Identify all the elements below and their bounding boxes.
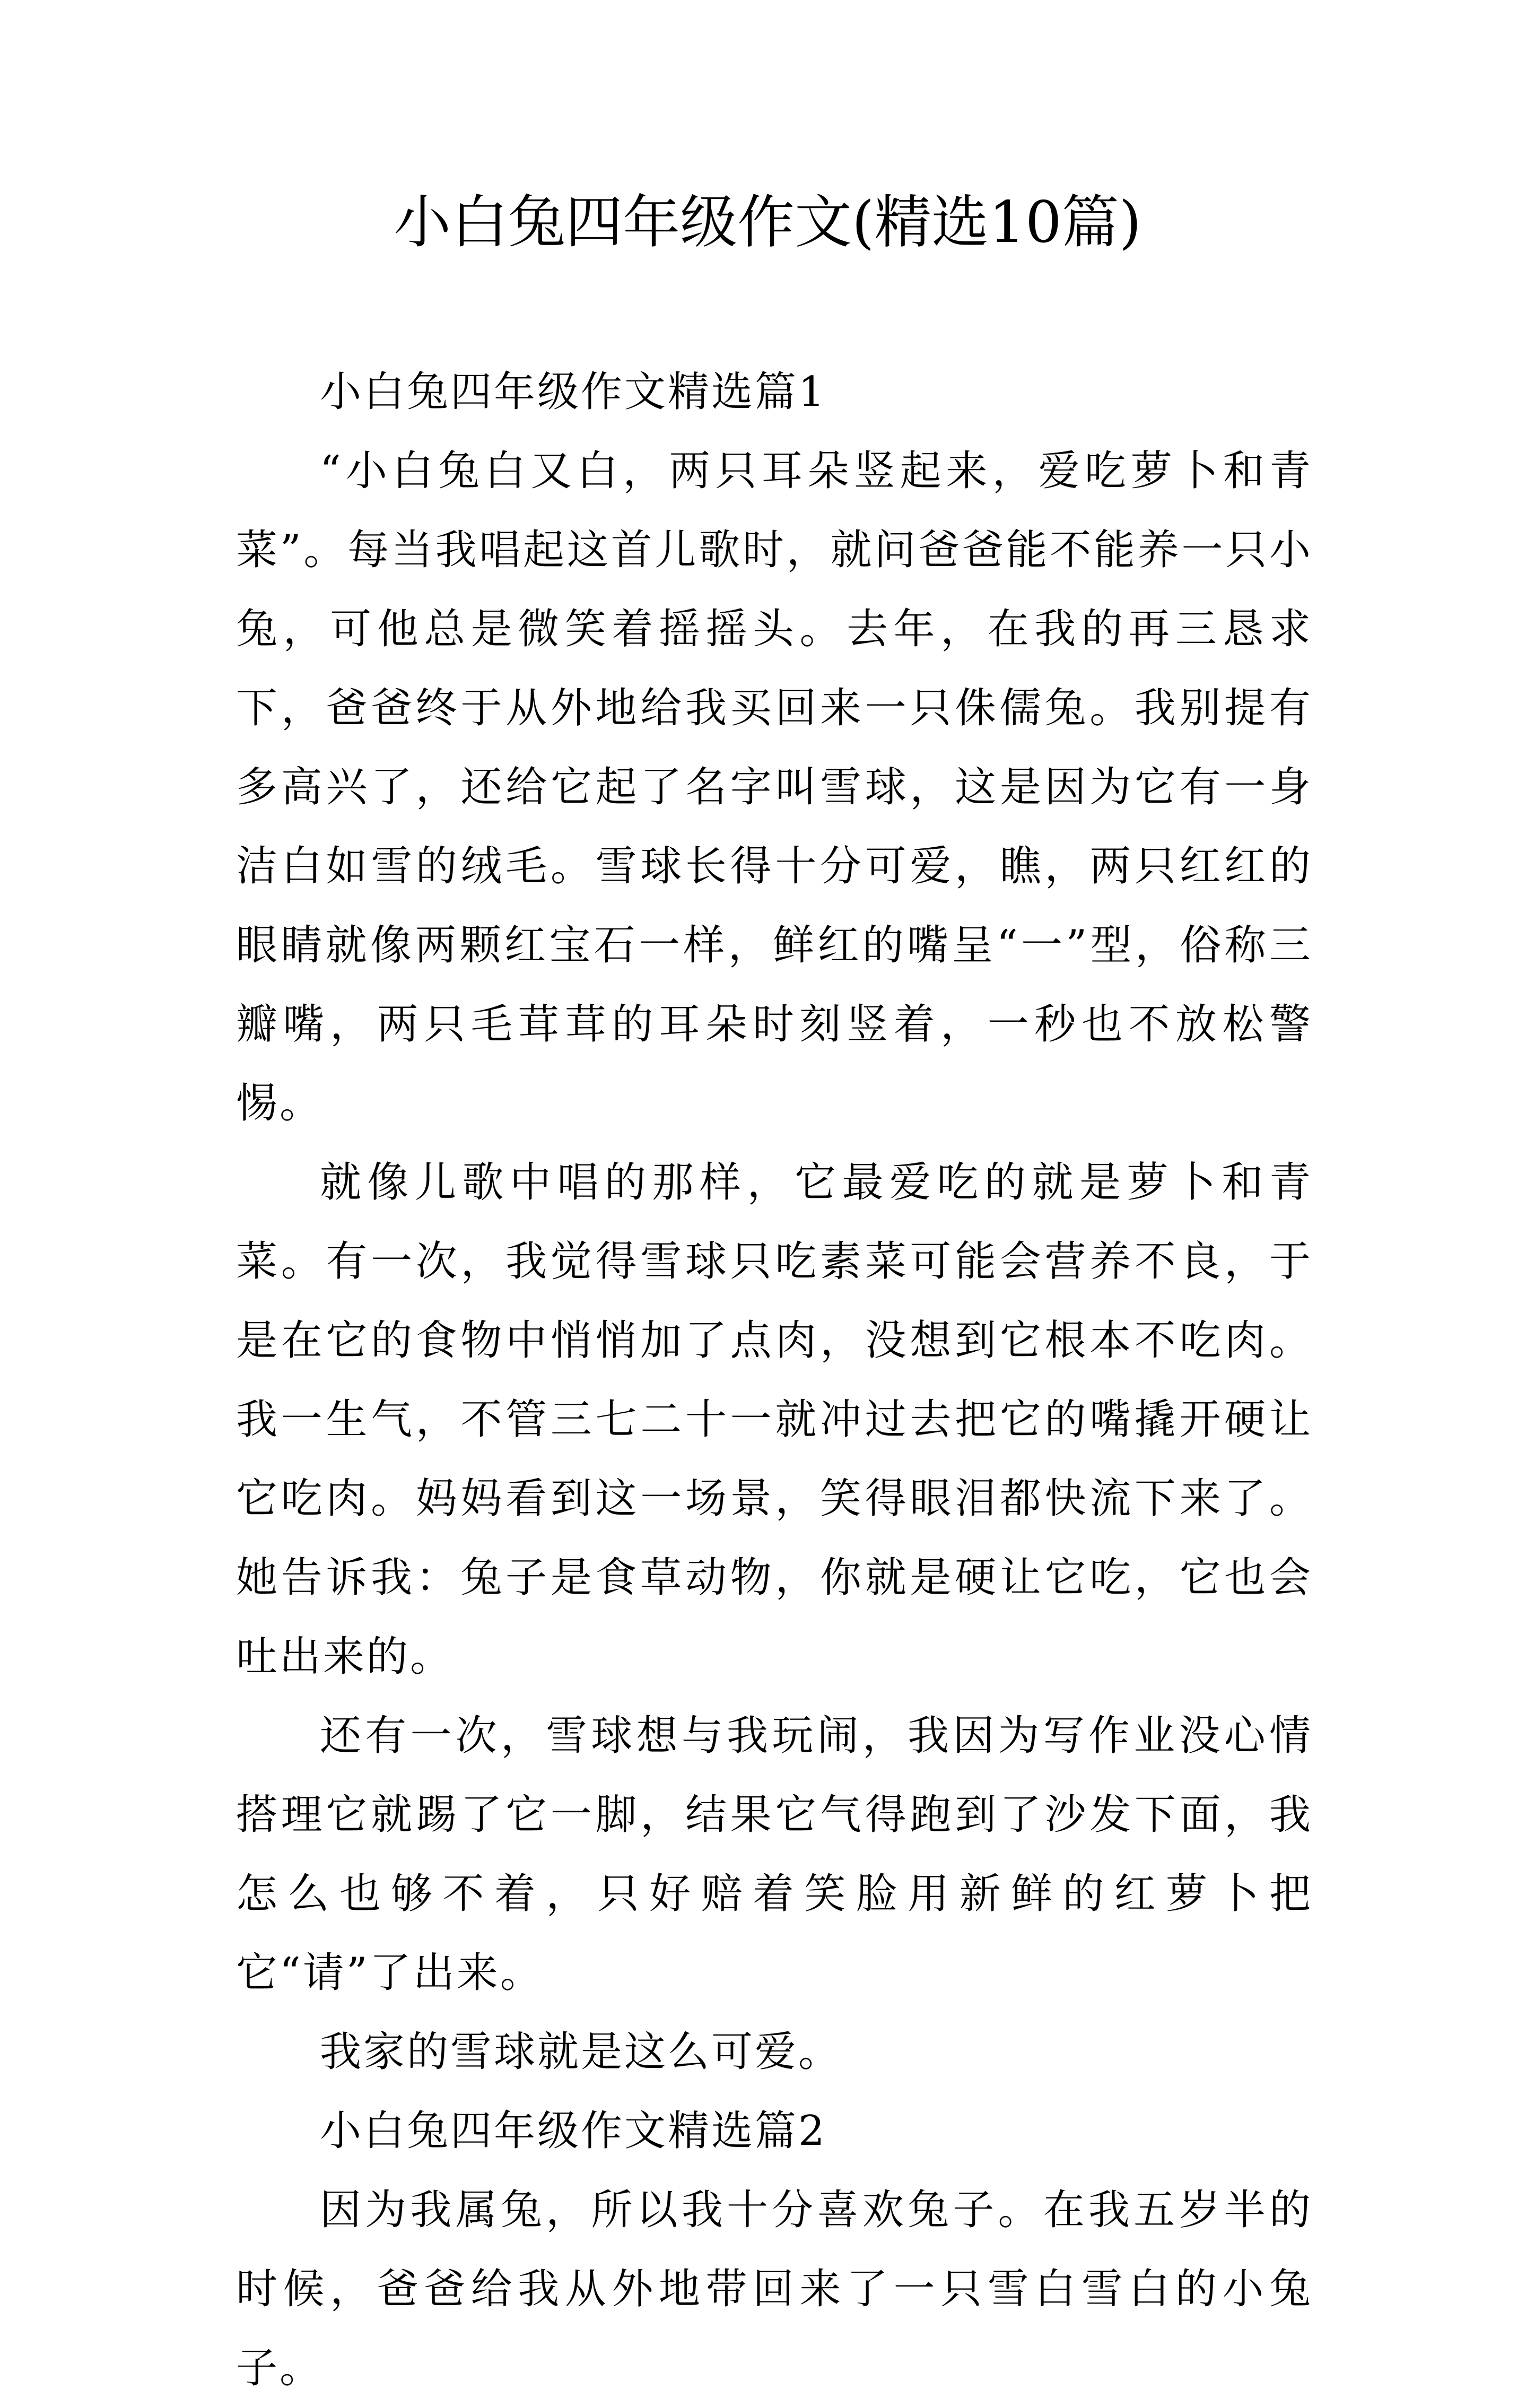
paragraph: 还有一次，雪球想与我玩闹，我因为写作业没心情搭理它就踢了它一脚，结果它气得跑到了沙发下面，我怎么也够不着，只好赔着笑脸用新鲜的红萝卜把它“请”了出来。 bbox=[236, 1712, 1313, 1997]
paragraph: “小白兔白又白，两只耳朵竖起来，爱吃萝卜和青菜”。每当我唱起这首儿歌时，就问爸爸能不能养一只小兔，可他总是微笑着摇摇头。去年，在我的再三恳求下，爸爸终于从外地给我买回来一只侏儒兔。我别提有多高兴了，还给它起了名字叫雪球，这是因为它有一身洁白如雪的绒毛。雪球长得十分可爱，瞧，两只红红的眼睛就像两颗红宝石一样，鲜红的嘴呈“一”型，俗称三瓣嘴，两只毛茸茸的耳朵时刻竖着，一秒也不放松警惕。 bbox=[236, 447, 1313, 1127]
paragraph: 因为我属兔，所以我十分喜欢兔子。在我五岁半的时候，爸爸给我从外地带回来了一只雪白雪白的小兔子。 bbox=[236, 2186, 1313, 2392]
document-body bbox=[236, 353, 1313, 2408]
paragraph: 就像儿歌中唱的那样，它最爱吃的就是萝卜和青菜。有一次，我觉得雪球只吃素菜可能会营养不良，于是在它的食物中悄悄加了点肉，没想到它根本不吃肉。我一生气，不管三七二十一就冲过去把它的嘴撬开硬让它吃肉。妈妈看到这一场景，笑得眼泪都快流下来了。她告诉我：兔子是食草动物，你就是硬让它吃，它也会吐出来的。 bbox=[236, 1159, 1313, 1681]
section-heading: 小白兔四年级作文精选篇1 bbox=[320, 368, 827, 416]
section-heading: 小白兔四年级作文精选篇2 bbox=[320, 2107, 827, 2155]
paragraph: 我家的雪球就是这么可爱。 bbox=[320, 2028, 842, 2076]
document-title: 小白兔四年级作文(精选10篇) bbox=[394, 189, 1141, 256]
